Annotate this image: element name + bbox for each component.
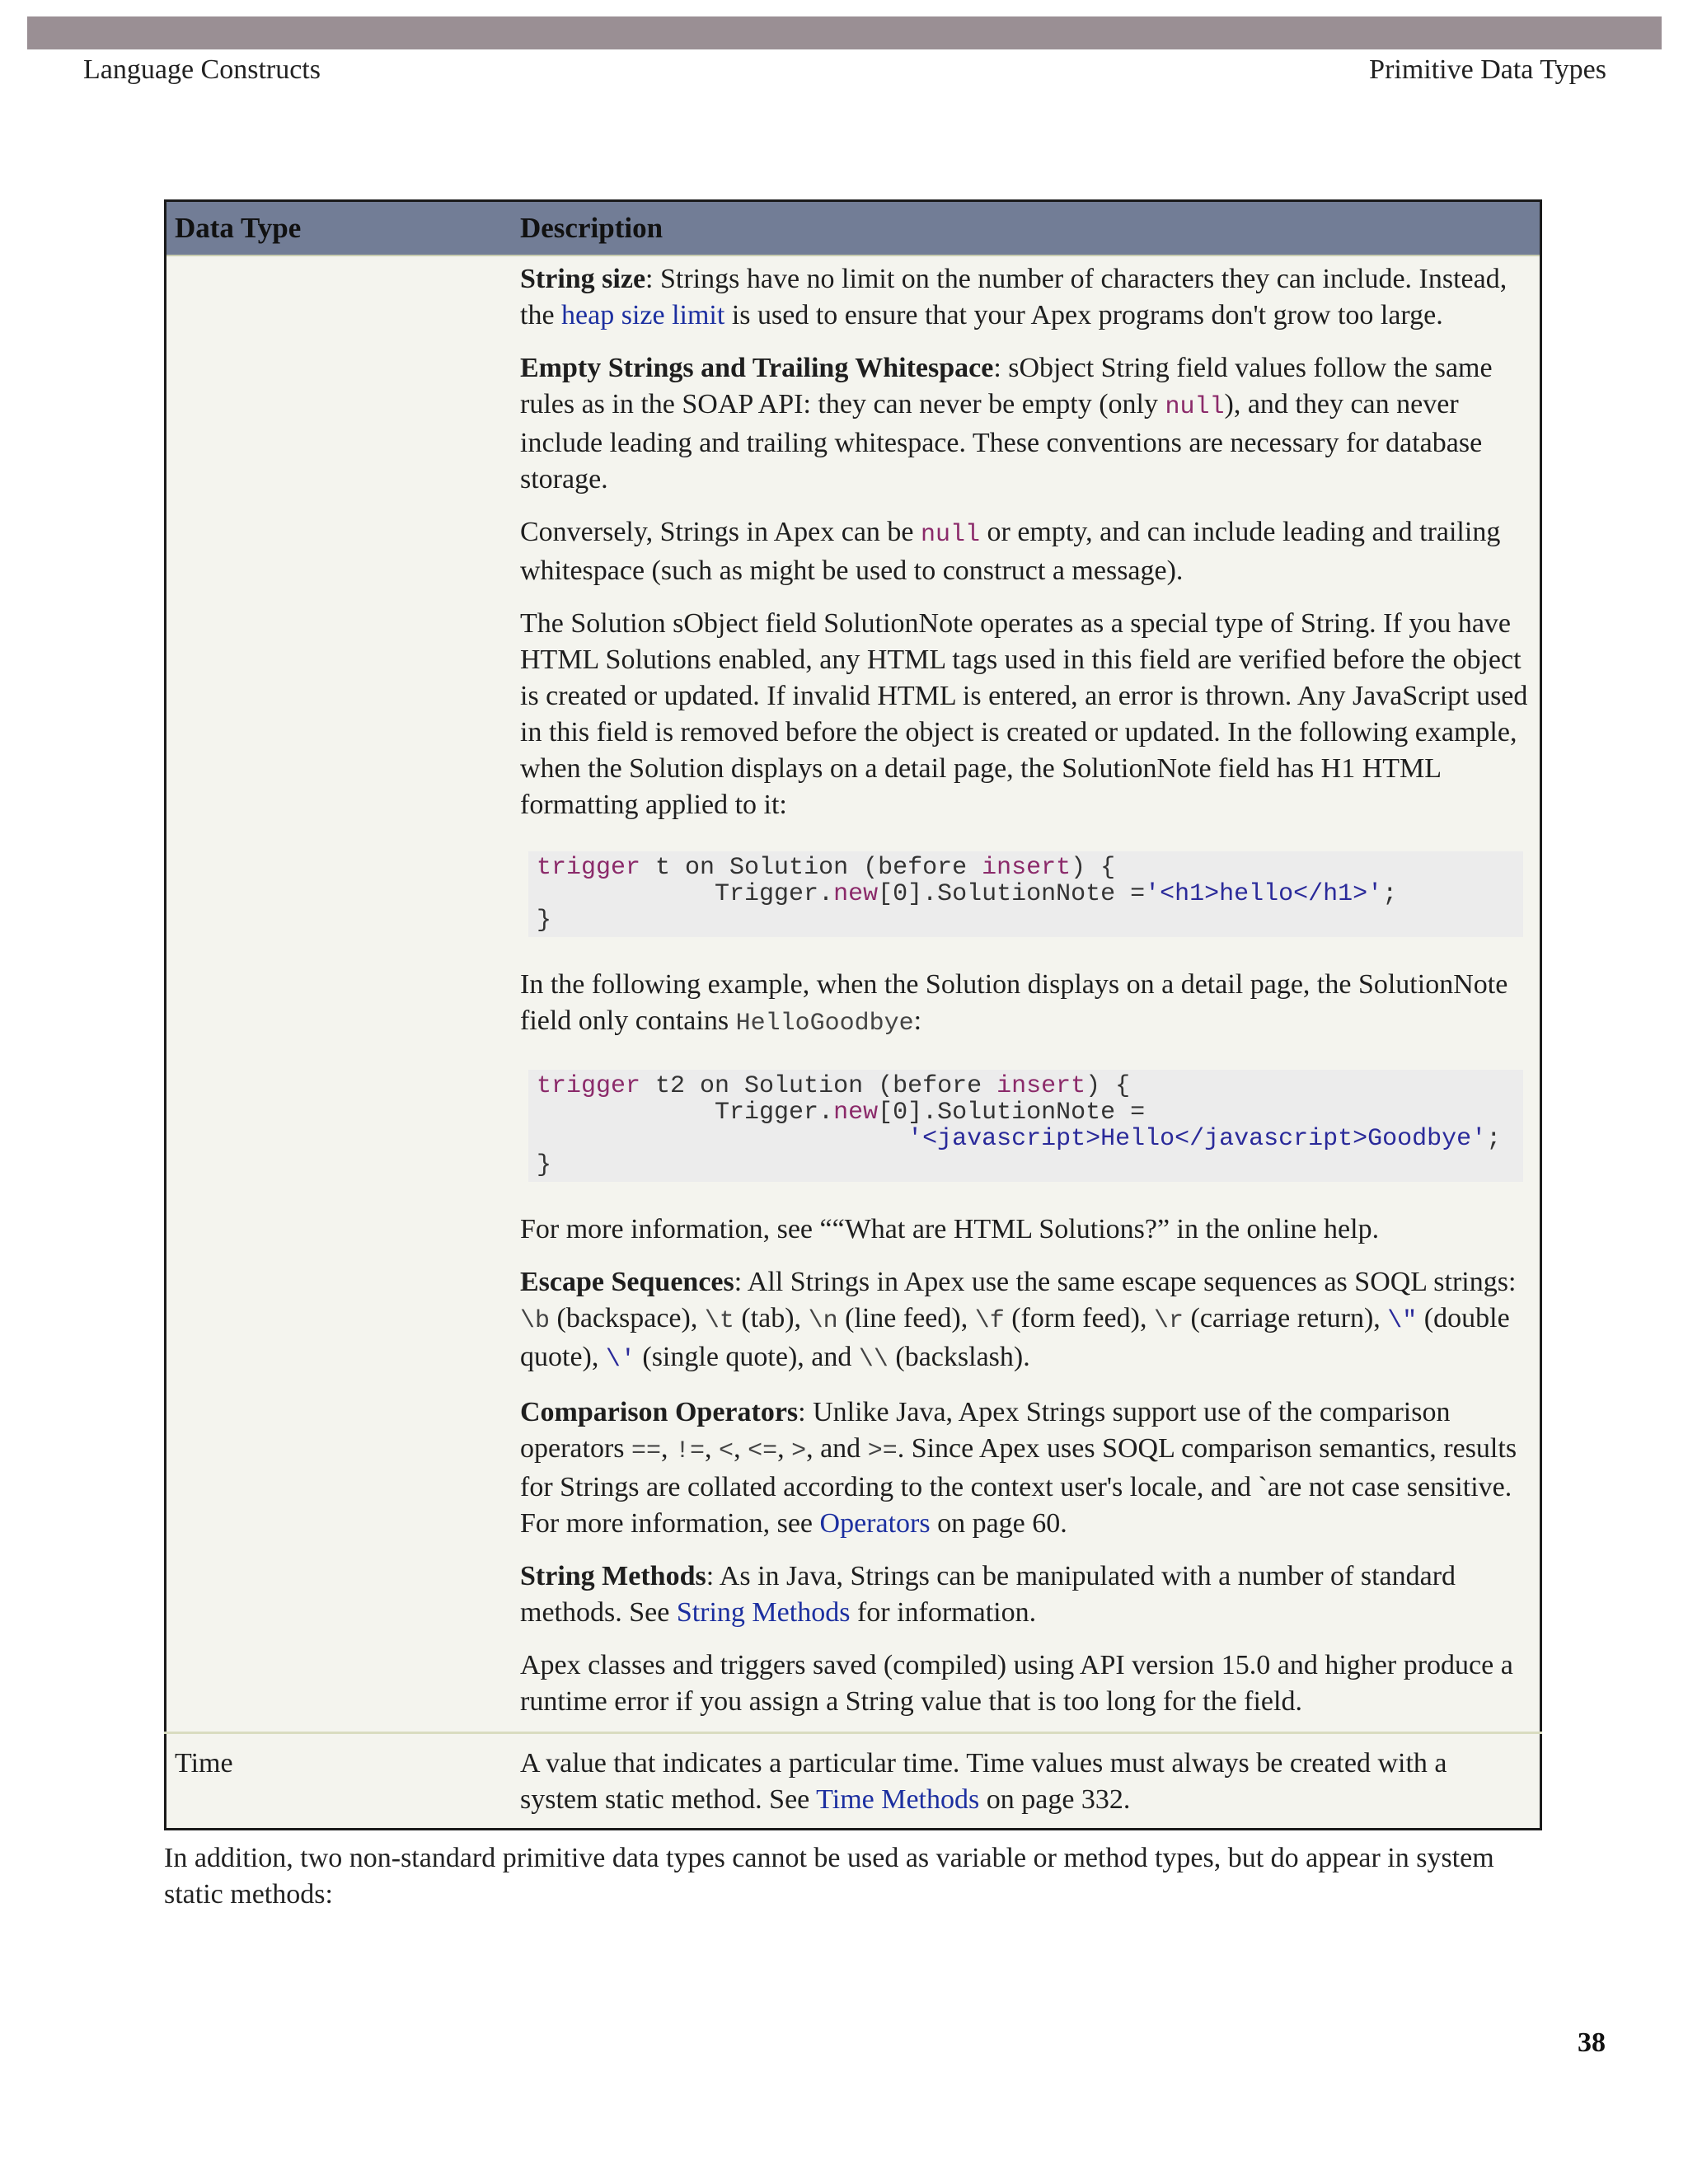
inline-code: \' — [605, 1346, 635, 1374]
inline-code: <= — [748, 1437, 778, 1465]
paragraph-text: Conversely, Strings in Apex can be — [520, 517, 921, 547]
code-text: [0].SolutionNote = — [878, 1099, 1146, 1127]
term-label: String size — [520, 264, 646, 294]
paragraph-text: : As in Java, Strings can be manipulated with a number of standard methods. See — [520, 1561, 1456, 1628]
inline-code: \n — [808, 1307, 838, 1335]
paragraph-text: (single quote), and — [635, 1342, 859, 1372]
table-header-row — [166, 201, 1541, 256]
paragraph-text: A value that indicates a particular time. Time values must always be created with a system static method. See — [520, 1748, 1447, 1815]
comparison-operators-paragraph — [520, 1394, 1531, 1542]
paragraph-text: : All Strings in Apex use the same escape sequences as SOQL strings: — [734, 1267, 1517, 1297]
column-header-data-type: Data Type — [166, 201, 513, 256]
code-text: } — [537, 1151, 552, 1179]
code-text: t on Solution (before — [640, 854, 982, 882]
paragraph-text: (backspace), — [550, 1303, 705, 1333]
inline-code: \t — [704, 1307, 734, 1335]
paragraph-text: (carriage return), — [1184, 1303, 1388, 1333]
inline-code: < — [719, 1437, 734, 1465]
body-paragraph: In addition, two non-standard primitive data types cannot be used as variable or method types, but do appear in system static methods: — [164, 1843, 1494, 1910]
paragraph-text: is used to ensure that your Apex programs don't grow too large. — [724, 300, 1443, 330]
data-types-table — [164, 199, 1542, 1830]
paragraph-text: , — [734, 1433, 748, 1464]
description-cell — [512, 1733, 1541, 1830]
paragraph-text: or empty, and can include leading and trailing whitespace (such as might be used to construct a message). — [520, 517, 1501, 586]
section-title: Primitive Data Types — [1369, 54, 1606, 85]
paragraph-text: for information. — [850, 1597, 1037, 1628]
heap-size-limit-link[interactable]: heap size limit — [561, 300, 725, 330]
code-example-2 — [528, 1070, 1523, 1182]
paragraph-text: (backslash). — [888, 1342, 1030, 1372]
term-label: Empty Strings and Trailing Whitespace — [520, 353, 994, 383]
paragraph-text: : Strings have no limit on the number of characters they can include. Instead, the — [520, 264, 1507, 330]
code-keyword: new — [833, 1099, 879, 1127]
paragraph-text: , — [705, 1433, 720, 1464]
paragraph-text: : — [913, 1005, 922, 1036]
api-version-paragraph: Apex classes and triggers saved (compiled) using API version 15.0 and higher produce a runtime error if you assign a String value that is too long for the field. — [520, 1650, 1513, 1717]
inline-code: \f — [974, 1307, 1005, 1335]
chapter-title: Language Constructs — [83, 54, 321, 85]
paragraph-text: (form feed), — [1004, 1303, 1154, 1333]
code-string: '<h1>hello</h1>' — [1145, 880, 1383, 908]
code-text: ; — [1486, 1125, 1502, 1153]
string-methods-link[interactable]: String Methods — [676, 1597, 851, 1628]
code-example-1 — [528, 851, 1523, 937]
term-label: Escape Sequences — [520, 1267, 734, 1297]
page-number: 38 — [1578, 2027, 1606, 2058]
code-string: '<javascript>Hello</javascript>Goodbye' — [907, 1125, 1487, 1153]
inline-code: >= — [867, 1437, 898, 1465]
code-text: ) { — [1085, 1072, 1131, 1100]
inline-code: \\ — [858, 1346, 889, 1374]
code-keyword: trigger — [537, 1072, 641, 1100]
code-text: Trigger. — [537, 1099, 834, 1127]
paragraph-text: on page 60. — [930, 1508, 1067, 1539]
string-methods-paragraph — [520, 1558, 1531, 1631]
solution-note-paragraph: The Solution sObject field SolutionNote operates as a special type of String. If you have HTML Solutions enabled, any HTML tags used in this field are verified before the object is created or updated. If invalid HTML is entered, an error is thrown. Any JavaScript used in this field is removed before the object is created or updated. In the following example, when the Solution displays on a detail page, the SolutionNote field has H1 HTML formatting applied to it: — [520, 608, 1528, 820]
inline-code: \b — [520, 1307, 551, 1335]
inline-code: \" — [1387, 1307, 1418, 1335]
column-header-description: Description — [512, 201, 1541, 256]
code-text: ; — [1382, 880, 1398, 908]
inline-code: > — [791, 1437, 807, 1465]
hello-goodbye-paragraph — [520, 967, 1531, 1042]
term-label: Comparison Operators — [520, 1397, 799, 1427]
inline-code: null — [921, 521, 981, 549]
paragraph-text: , — [661, 1433, 676, 1464]
code-keyword: insert — [996, 1072, 1086, 1100]
paragraph-text: In the following example, when the Solution displays on a detail page, the SolutionNote field only contains — [520, 969, 1508, 1036]
term-label: String Methods — [520, 1561, 706, 1591]
operators-link[interactable]: Operators — [819, 1508, 931, 1539]
data-type-cell — [166, 255, 513, 1733]
code-text: Trigger. — [537, 880, 834, 908]
escape-sequences-paragraph — [520, 1264, 1531, 1378]
table-row — [166, 1733, 1541, 1830]
code-keyword: new — [833, 880, 879, 908]
paragraph-text: (tab), — [734, 1303, 809, 1333]
string-size-paragraph — [520, 261, 1531, 334]
paragraph-text: , and — [806, 1433, 868, 1464]
code-text: [0].SolutionNote = — [878, 880, 1146, 908]
paragraph-text: : sObject String field values follow the same rules as in the SOAP API: they can never be empty (only — [520, 353, 1493, 419]
paragraph-text: on page 332. — [979, 1784, 1131, 1815]
description-cell — [512, 255, 1541, 1733]
paragraph-text: ), and they can never include leading and trailing whitespace. These conventions are necessary for database storage. — [520, 389, 1483, 494]
code-text — [537, 1125, 907, 1153]
empty-strings-paragraph — [520, 350, 1531, 498]
table-row — [166, 255, 1541, 1733]
paragraph-text: (double quote), — [520, 1303, 1510, 1372]
more-info-paragraph: For more information, see ““What are HTML Solutions?” in the online help. — [520, 1214, 1380, 1244]
paragraph-text: , — [777, 1433, 792, 1464]
code-text: ) { — [1071, 854, 1116, 882]
inline-code: HelloGoodbye — [735, 1010, 914, 1038]
time-methods-link[interactable]: Time Methods — [816, 1784, 980, 1815]
inline-code: != — [675, 1437, 706, 1465]
code-text: } — [537, 907, 552, 935]
code-keyword: trigger — [537, 854, 641, 882]
code-text: t2 on Solution (before — [640, 1072, 997, 1100]
paragraph-text: . Since Apex uses SOQL comparison semantics, results for Strings are collated according to the context user's locale, and `are not case sensitive. For more information, see — [520, 1433, 1517, 1539]
paragraph-text: : Unlike Java, Apex Strings support use of the comparison operators — [520, 1397, 1451, 1464]
code-keyword: insert — [982, 854, 1071, 882]
inline-code: null — [1165, 393, 1225, 421]
data-type-cell: Time — [166, 1733, 513, 1830]
header-bar — [27, 16, 1662, 49]
inline-code: == — [631, 1437, 662, 1465]
inline-code: \r — [1153, 1307, 1184, 1335]
conversely-paragraph — [520, 514, 1531, 589]
paragraph-text: (line feed), — [837, 1303, 975, 1333]
